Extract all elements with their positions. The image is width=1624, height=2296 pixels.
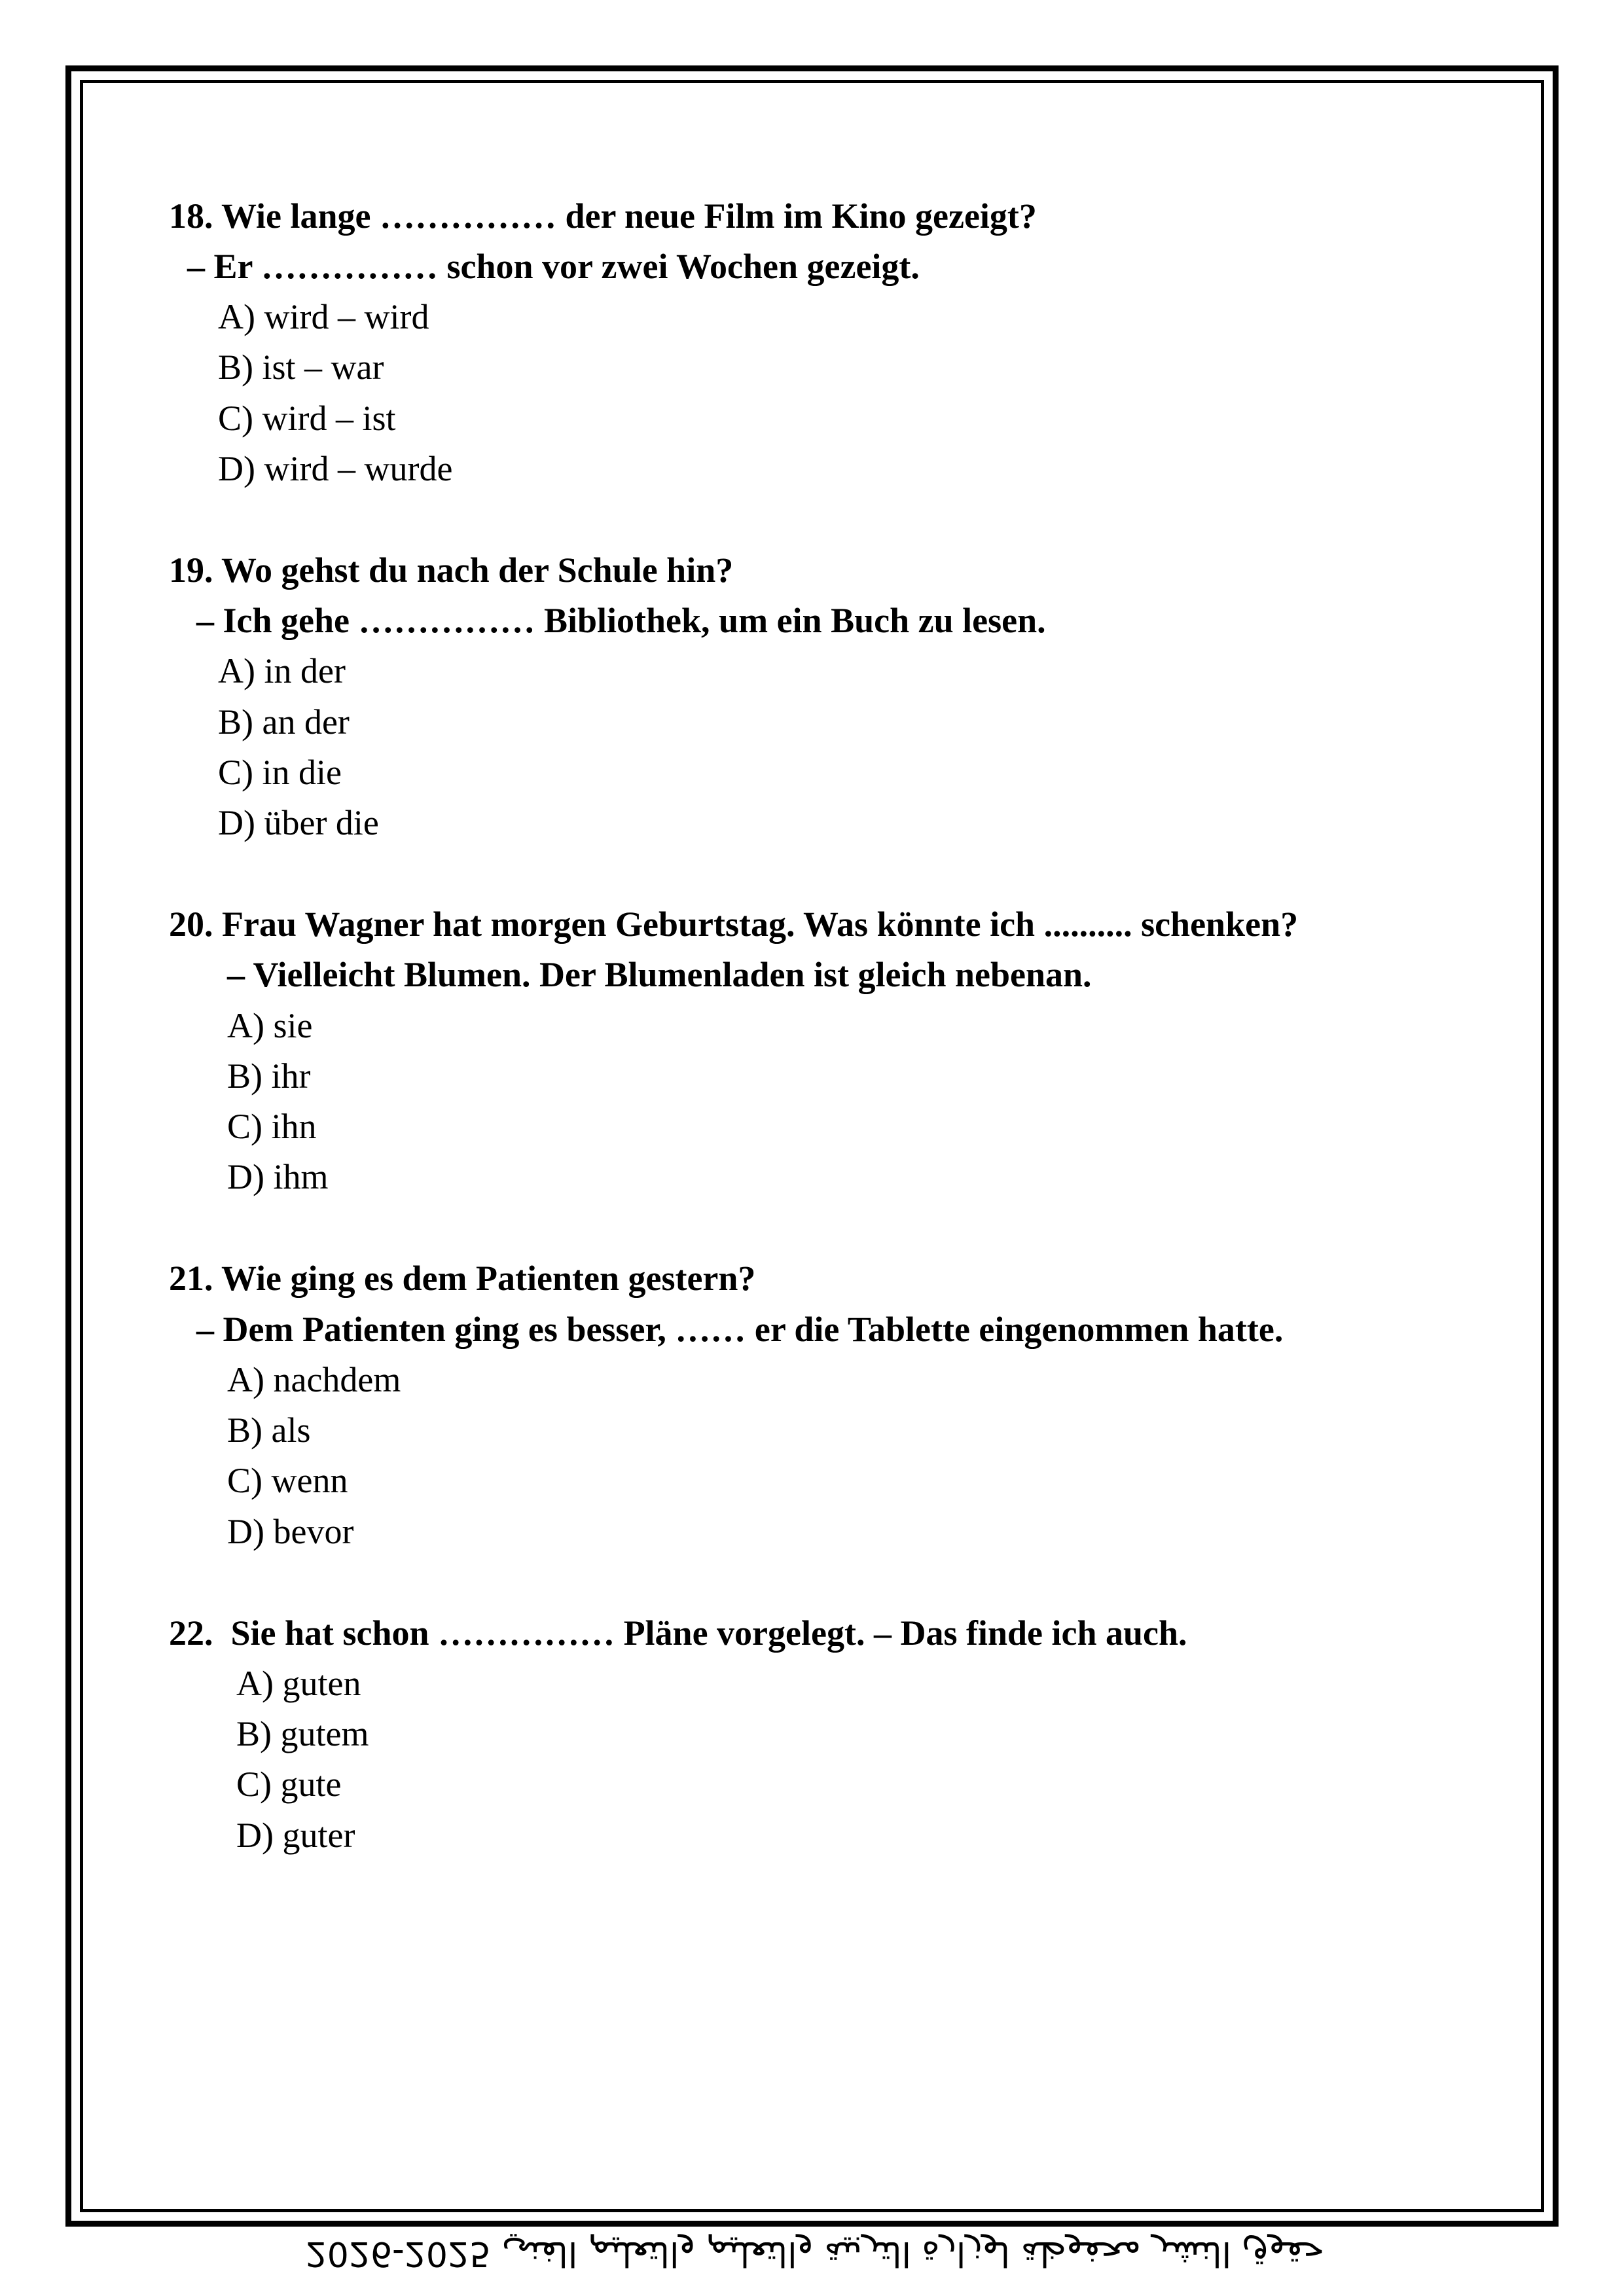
question-text: 20. Frau Wagner hat morgen Geburtstag. Was könnte ich .......... schenken? bbox=[169, 905, 1299, 944]
option-d[interactable]: D) guter bbox=[236, 1816, 355, 1855]
question-prompt: – Er …………… schon vor zwei Wochen gezeigt. bbox=[187, 247, 920, 286]
option-c[interactable]: C) in die bbox=[218, 753, 342, 792]
question-text: 21. Wie ging es dem Patienten gestern? bbox=[169, 1259, 756, 1298]
question-prompt: – Dem Patienten ging es besser, …… er die Tablette eingenommen hatte. bbox=[196, 1310, 1284, 1349]
option-c[interactable]: C) gute bbox=[236, 1765, 342, 1804]
option-d[interactable]: D) ihm bbox=[227, 1157, 329, 1196]
option-a[interactable]: A) sie bbox=[227, 1006, 313, 1045]
question-text: 22. Sie hat schon …………… Pläne vorgelegt. – Das finde ich auch. bbox=[169, 1613, 1187, 1653]
option-a[interactable]: A) wird – wird bbox=[218, 297, 429, 336]
option-d[interactable]: D) bevor bbox=[227, 1512, 354, 1551]
option-d[interactable]: D) wird – wurde bbox=[218, 449, 453, 488]
question-prompt: – Ich gehe …………… Bibliothek, um ein Buch zu lesen. bbox=[196, 601, 1046, 640]
question-text: 19. Wo gehst du nach der Schule hin? bbox=[169, 550, 734, 590]
option-a[interactable]: A) nachdem bbox=[227, 1360, 401, 1399]
option-a[interactable]: A) in der bbox=[218, 651, 346, 691]
option-c[interactable]: C) wird – ist bbox=[218, 399, 396, 438]
option-c[interactable]: C) wenn bbox=[227, 1461, 348, 1500]
option-b[interactable]: B) ist – war bbox=[218, 348, 384, 387]
copyright-footer: حقوق النشر محفوظة لوزارة التربية والتعليم والتعليم الفني 2025-2026 bbox=[305, 2234, 1325, 2273]
option-b[interactable]: B) an der bbox=[218, 702, 350, 742]
question-prompt: – Vielleicht Blumen. Der Blumenladen ist gleich nebenan. bbox=[227, 955, 1092, 994]
option-b[interactable]: B) als bbox=[227, 1410, 311, 1450]
option-c[interactable]: C) ihn bbox=[227, 1107, 317, 1146]
option-a[interactable]: A) guten bbox=[236, 1664, 361, 1703]
option-b[interactable]: B) ihr bbox=[227, 1056, 311, 1096]
question-text: 18. Wie lange …………… der neue Film im Kino gezeigt? bbox=[169, 196, 1037, 236]
option-b[interactable]: B) gutem bbox=[236, 1714, 369, 1753]
option-d[interactable]: D) über die bbox=[218, 803, 379, 842]
